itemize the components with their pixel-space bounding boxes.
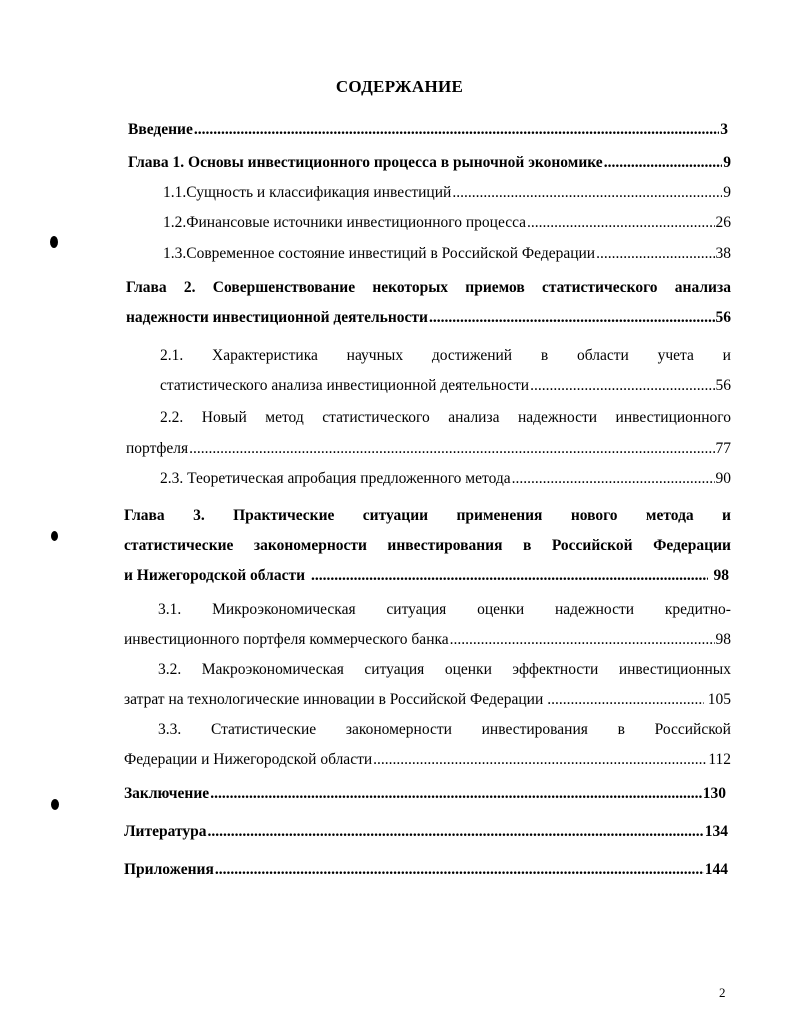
word: анализа	[448, 409, 500, 426]
word: 3.2.	[158, 661, 182, 678]
toc-page: 112	[708, 751, 731, 768]
toc-entry-section-3-3-line1[interactable]	[158, 720, 731, 740]
word: закономерности	[253, 537, 367, 554]
toc-entry-chapter-1[interactable]	[128, 153, 731, 173]
toc-page: 56	[715, 309, 731, 326]
toc-label: 1.3.Современное состояние инвестиций в Российской Федерации	[163, 245, 596, 262]
toc-label: 1.1.Сущность и классификация инвестиций	[163, 184, 452, 201]
word: инвестиционного	[615, 409, 731, 426]
word: эффектности	[512, 661, 599, 678]
word: некоторых	[372, 279, 449, 296]
word: ситуация	[386, 601, 447, 618]
word: применения	[456, 507, 543, 524]
toc-label: 1.2.Финансовые источники инвестиционного процесса	[163, 214, 527, 231]
word: области	[577, 347, 629, 364]
word: 3.	[193, 507, 205, 524]
word: нового	[570, 507, 618, 524]
word: Глава	[126, 279, 167, 296]
toc-entry-section-1-2[interactable]	[163, 213, 731, 233]
page-number: 2	[719, 985, 726, 1000]
word: и	[722, 347, 731, 364]
toc-entry-literature[interactable]	[124, 822, 728, 842]
scan-mark	[51, 531, 58, 541]
word: 2.1.	[160, 347, 184, 364]
toc-page: 130	[702, 785, 726, 802]
toc-entry-chapter-2-line1[interactable]	[126, 278, 731, 298]
toc-label: Введение	[128, 121, 193, 138]
toc-label: статистического анализа инвестиционной деятельности	[160, 377, 530, 394]
word: статистического	[322, 409, 430, 426]
toc-label: Литература	[124, 823, 207, 840]
toc-page: 26	[715, 214, 731, 231]
word: Микроэкономическая	[212, 601, 356, 618]
toc-entry-section-3-1-line1[interactable]	[158, 600, 731, 620]
toc-label: надежности инвестиционной деятельности	[126, 309, 428, 326]
toc-label: Глава 1. Основы инвестиционного процесса в рыночной экономике	[128, 154, 603, 171]
toc-entry-chapter-3-line1[interactable]	[124, 506, 731, 526]
scan-mark	[51, 799, 59, 810]
toc-entry-section-1-3[interactable]	[163, 244, 731, 264]
leader-dots	[527, 213, 714, 233]
word: 2.2.	[160, 409, 184, 426]
scan-mark	[50, 236, 58, 248]
word: надежности	[554, 601, 635, 618]
word: закономерности	[345, 721, 452, 738]
word: ситуация	[364, 661, 425, 678]
word: оценки	[477, 601, 525, 618]
leader-dots	[215, 860, 704, 880]
leader-dots	[210, 784, 702, 804]
toc-label: Федерации и Нижегородской области	[124, 751, 373, 768]
toc-entry-section-3-3-line2[interactable]	[124, 750, 731, 770]
leader-dots	[530, 376, 714, 396]
toc-page: 134	[704, 823, 728, 840]
word: 2.	[183, 279, 196, 296]
page-title: СОДЕРЖАНИЕ	[335, 77, 464, 96]
word: Глава	[124, 507, 165, 524]
word: Статистические	[210, 721, 317, 738]
word: инвестирования	[481, 721, 588, 738]
leader-dots	[429, 308, 715, 328]
toc-page: 105	[707, 691, 731, 708]
word: Характеристика	[212, 347, 318, 364]
word: 3.1.	[158, 601, 182, 618]
leader-dots	[512, 469, 715, 489]
leader-dots	[311, 566, 707, 586]
leader-dots	[373, 750, 707, 770]
toc-entry-section-2-2-line2[interactable]	[126, 439, 731, 459]
word: статистические	[124, 537, 234, 554]
word: Федерации	[653, 537, 731, 554]
word: ситуации	[362, 507, 429, 524]
word: и	[722, 507, 731, 524]
toc-entry-chapter-3-line2[interactable]	[124, 536, 731, 556]
toc-entry-section-3-2-line2[interactable]	[124, 690, 731, 710]
word: надежности	[518, 409, 598, 426]
toc-entry-conclusion[interactable]	[124, 784, 726, 804]
toc-page: 56	[715, 377, 731, 394]
word: Российской	[551, 537, 633, 554]
toc-page: 38	[715, 245, 731, 262]
word: достижений	[431, 347, 513, 364]
toc-entry-chapter-2-line2[interactable]	[126, 308, 731, 328]
toc-page: 77	[715, 440, 731, 457]
word: приемов	[465, 279, 525, 296]
word: инвестирования	[387, 537, 503, 554]
toc-page: 144	[704, 861, 728, 878]
toc-entry-section-2-2-line1[interactable]	[160, 408, 731, 428]
word: кредитно-	[664, 601, 731, 618]
toc-entry-appendices[interactable]	[124, 860, 728, 880]
toc-label: затрат на технологические инновации в Российской Федерации	[124, 691, 544, 708]
word: Российской	[654, 721, 731, 738]
toc-page: 98	[713, 567, 729, 584]
toc-label: 2.3. Теоретическая апробация предложенного метода	[160, 470, 511, 487]
leader-dots	[596, 244, 714, 264]
word: научных	[346, 347, 404, 364]
word: анализа	[674, 279, 731, 296]
word: в	[617, 721, 625, 738]
toc-entry-section-2-1-line2[interactable]	[160, 376, 731, 396]
word: метода	[645, 507, 694, 524]
leader-dots	[450, 630, 715, 650]
word: оценки	[444, 661, 492, 678]
word: Практические	[233, 507, 335, 524]
toc-entry-intro[interactable]	[128, 120, 728, 140]
toc-page: 9	[723, 154, 731, 171]
toc-page: 98	[715, 631, 731, 648]
leader-dots	[547, 690, 704, 710]
toc-entry-section-2-3[interactable]	[160, 469, 731, 489]
toc-label: Заключение	[124, 785, 210, 802]
word: 3.3.	[158, 721, 182, 738]
word: статистического	[541, 279, 658, 296]
leader-dots	[194, 120, 719, 140]
toc-label: инвестиционного портфеля коммерческого банка	[124, 631, 449, 648]
leader-dots	[207, 822, 703, 842]
toc-page: 3	[720, 121, 728, 138]
word: инвестиционных	[618, 661, 731, 678]
leader-dots	[452, 183, 722, 203]
toc-entry-chapter-3-line3[interactable]	[124, 566, 729, 586]
toc-entry-section-3-2-line1[interactable]	[158, 660, 731, 680]
word: в	[540, 347, 549, 364]
word: в	[522, 537, 532, 554]
word: метод	[265, 409, 304, 426]
leader-dots	[604, 153, 723, 173]
word: Макроэкономическая	[201, 661, 344, 678]
leader-dots	[189, 439, 714, 459]
toc-label: и Нижегородской области	[124, 567, 306, 584]
word: Совершенствование	[212, 279, 356, 296]
toc-entry-section-3-1-line2[interactable]	[124, 630, 731, 650]
toc-label: портфеля	[126, 440, 189, 457]
word: Новый	[201, 409, 247, 426]
word: учета	[657, 347, 694, 364]
toc-entry-section-1-1[interactable]	[163, 183, 731, 203]
toc-page: 90	[715, 470, 731, 487]
toc-label: Приложения	[124, 861, 214, 878]
toc-entry-section-2-1-line1[interactable]	[160, 346, 731, 366]
toc-page: 9	[723, 184, 731, 201]
